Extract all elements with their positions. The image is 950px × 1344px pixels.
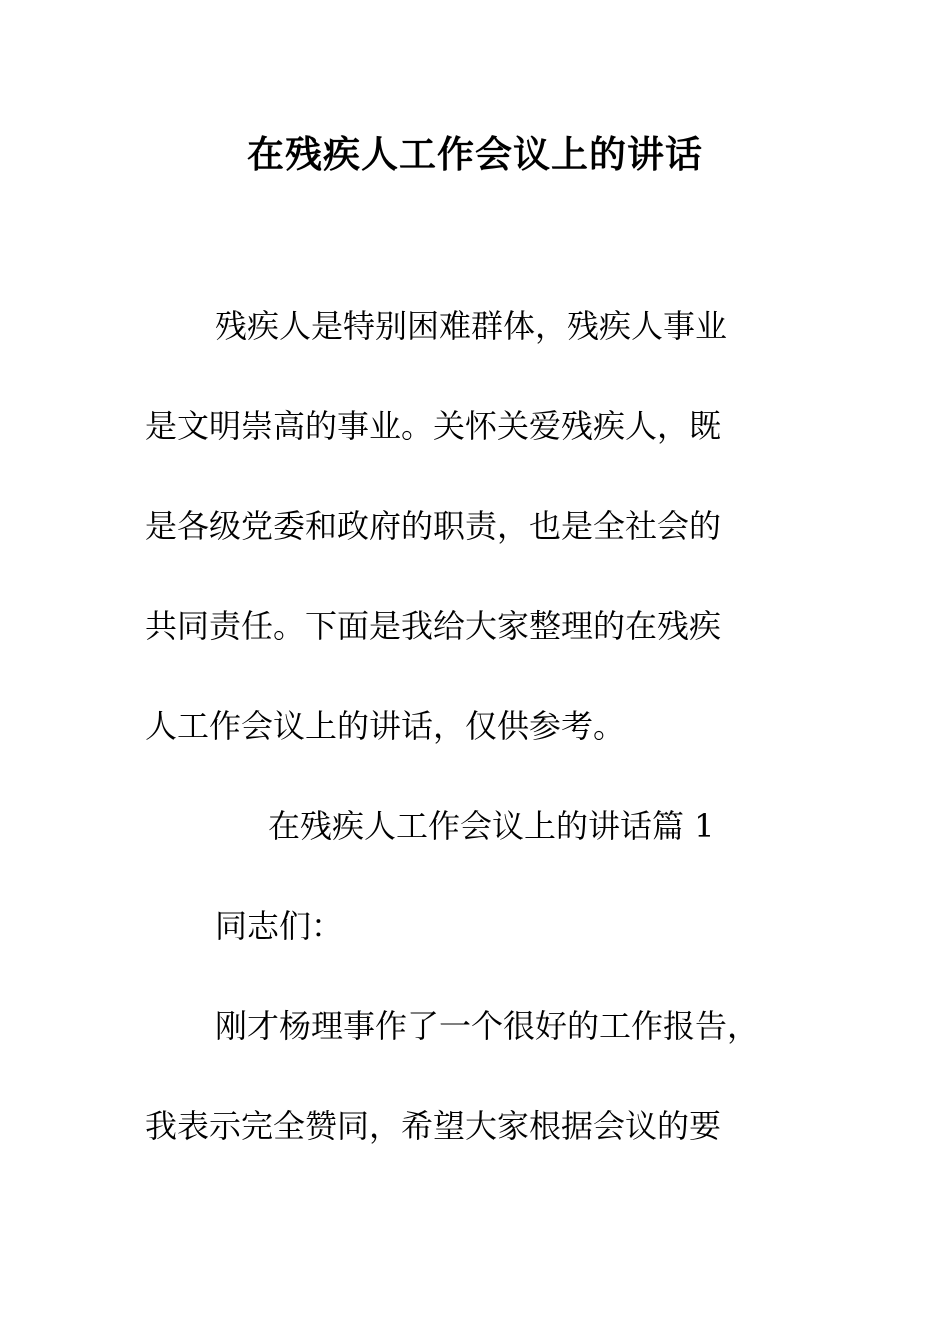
intro-line-2: 是文明崇高的事业。关怀关爱残疾人，既 xyxy=(145,407,722,445)
body-line-1: 刚才杨理事作了一个很好的工作报告， xyxy=(215,1007,760,1045)
intro-line-3: 是各级党委和政府的职责，也是全社会的 xyxy=(145,507,722,545)
body-line-2: 我表示完全赞同，希望大家根据会议的要 xyxy=(145,1107,722,1145)
intro-line-4: 共同责任。下面是我给大家整理的在残疾 xyxy=(145,607,722,645)
section-heading: 在残疾人工作会议上的讲话篇 1 xyxy=(268,807,715,845)
salutation: 同志们： xyxy=(215,907,344,945)
intro-line-1: 残疾人是特别困难群体，残疾人事业 xyxy=(215,307,728,345)
document-title: 在残疾人工作会议上的讲话 xyxy=(247,132,703,176)
intro-line-5: 人工作会议上的讲话，仅供参考。 xyxy=(145,707,626,745)
